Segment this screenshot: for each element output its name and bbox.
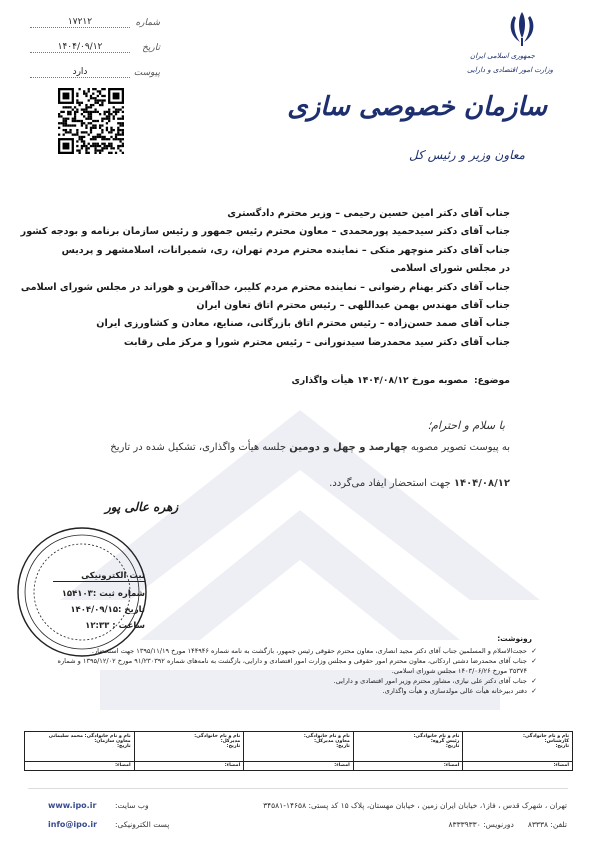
recipient-line: جناب آقای دکتر منوچهر متکی – نماینده محترم مردم تهران، ری، شمیرانات، اسلامشهر و پردیس: [61, 244, 510, 256]
copies-title: رونوشت:: [497, 634, 532, 643]
recipients-list: [20, 205, 510, 352]
sig-cell-name: نام و نام خانوادگی:: [194, 734, 241, 739]
sig-cell-role: معاون سازمان:: [94, 739, 131, 744]
recipient-line: در مجلس شورای اسلامی: [390, 263, 510, 275]
sig-cell-signature: امضاء:: [135, 761, 244, 768]
recipient-line: جناب آقای دکتر بهنام رضوانی – نماینده محترم مردم کلیبر، خداآفرین و هوراند در مجلس شورای اسلامی: [20, 281, 510, 293]
recipient-line: جناب آقای دکتر سیدحمید پورمحمدی – معاون محترم رئیس جمهور و رئیس سازمان برنامه و بودجه کشور: [20, 226, 510, 238]
stamp-reg-time: ساعت : ۱۲:۳۳: [85, 621, 145, 631]
signature-name: زهره عالی پور: [105, 500, 179, 514]
sig-cell-name: نام و نام خانوادگی: محمد سلیمانی: [48, 734, 131, 739]
footer-website-label: وب سایت:: [115, 801, 149, 810]
body-text: جلسه هیأت واگذاری، تشکیل شده در تاریخ: [110, 442, 290, 453]
stamp-title: ثبت الکترونیکی: [53, 571, 145, 582]
recipient-line: جناب آقای دکتر سید محمدرضا سیدنورانی – رئیس محترم شورا و مرکز ملی رقابت: [123, 336, 510, 348]
body-date: ۱۴۰۴/۰۸/۱۲: [453, 478, 510, 489]
stamp-reg-number: شماره ثبت :۱۵۴۱۰۳: [61, 589, 145, 599]
letter-date-row: [30, 39, 160, 53]
copy-item: ✓ حجت‌الاسلام و المسلمین جناب آقای دکتر مجید انصاری، معاون محترم حقوقی رئیس جمهور، بازگشت به نامه شماره ۱۴۴۹۴۶ مورخ ۱۳۹۵/۱۱/۱۹ جهت استحضار.: [47, 646, 537, 656]
body-bold-text: چهارصد و چهل و دومین: [289, 442, 408, 453]
sig-cell-signature: امضاء:: [25, 761, 134, 768]
letter-attachment-row: [30, 64, 160, 78]
footer-address: تهران ، شهرک قدس ، فاز۱، خیابان ایران زمین ، خیابان مهستان، پلاک ۱۵ کد پستی: ۱۴۶۵۸-۳۴۵۸۱: [263, 801, 567, 810]
subject-line: [292, 375, 510, 386]
body-line-2: [329, 478, 510, 489]
sig-cell-date: تاریخ:: [555, 744, 569, 749]
sig-cell-date: تاریخ:: [336, 744, 350, 749]
electronic-registration-stamp: [15, 525, 150, 660]
approval-signature-table: [24, 731, 573, 771]
sig-cell: [25, 732, 134, 770]
sig-cell-signature: امضاء:: [354, 761, 463, 768]
letter-date-value: ۱۴۰۴/۰۹/۱۲: [30, 42, 130, 53]
body-text: جهت استحضار ایفاد می‌گردد.: [329, 478, 454, 489]
sig-cell-role: کارشناس:: [544, 739, 569, 744]
republic-text: جمهوری اسلامی ایران: [470, 52, 535, 60]
subject-text: مصوبه مورخ ۱۴۰۴/۰۸/۱۲ هیأت واگذاری: [291, 375, 468, 386]
qr-code-icon: [58, 88, 124, 154]
ministry-text: وزارت امور اقتصادی و دارایی: [466, 66, 553, 74]
body-text: به پیوست تصویر مصوبه: [407, 442, 510, 453]
footer-fax: دورنویس: ۸۳۳۳۹۳۳۰: [448, 820, 514, 829]
stamp-reg-date: تاریخ :۱۴۰۴/۰۹/۱۵: [70, 605, 145, 615]
subject-label: موضوع:: [473, 375, 510, 386]
sig-cell-role: معاون مدیرکل:: [314, 739, 350, 744]
sig-cell: [353, 732, 463, 770]
iran-emblem-icon: [504, 8, 540, 48]
sig-cell-date: تاریخ:: [445, 744, 460, 749]
copy-item: ✓ جناب آقای محمدرضا دشتی اردکانی، معاون محترم امور حقوقی و مجلس وزارت امور اقتصادی و دارایی، بازگشت به نامه‌های شماره ۹۱/۲۳۰۳۹۲ مورخ ۱۳۹۵/۱۲/۰۲ و شماره ۳۵۳۷۴ مورخ ۱۴۰۳/۰۶/۲۶ مجلس شورای اسلامی.: [47, 656, 537, 676]
letter-number-row: [30, 14, 160, 28]
sig-cell-signature: امضاء:: [463, 761, 572, 768]
recipient-line: جناب آقای دکتر امین حسین رحیمی – وزیر محترم دادگستری: [227, 208, 510, 219]
sig-cell-signature: امضاء:: [244, 761, 353, 768]
footer-website-link[interactable]: www.ipo.ir: [48, 801, 97, 810]
sig-cell-date: تاریخ:: [117, 744, 131, 749]
sig-cell: [134, 732, 244, 770]
letter-attachment-label: پیوست: [133, 68, 160, 78]
sig-cell-name: نام و نام خانوادگی:: [303, 734, 350, 739]
letter-attachment-value: دارد: [30, 67, 130, 78]
copy-item: ✓ دفتر دبیرخانه هیأت عالی مولدسازی و هیأت واگذاری.: [47, 686, 537, 696]
recipient-line: جناب آقای صمد حسن‌زاده – رئیس محترم اتاق بازرگانی، صنایع، معادن و کشاورزی ایران: [96, 318, 510, 330]
footer-phone-row: [435, 820, 567, 829]
greeting: با سلام و احترام؛: [427, 419, 505, 432]
sig-cell-name: نام و نام خانوادگی:: [523, 734, 569, 739]
letter-number-label: شماره: [135, 18, 160, 28]
sig-cell: [462, 732, 572, 770]
sig-cell-role: رئیس گروه:: [430, 739, 460, 744]
deputy-title: معاون وزیر و رئیس کل: [409, 148, 525, 162]
letter-number-value: ۱۷۲۱۲: [30, 17, 130, 28]
sig-cell-name: نام و نام خانوادگی:: [413, 734, 460, 739]
sig-cell: [243, 732, 353, 770]
sig-cell-date: تاریخ:: [226, 744, 241, 749]
copies-list: [47, 646, 537, 696]
footer-email-label: پست الکترونیکی:: [115, 820, 170, 829]
letter-date-label: تاریخ: [142, 43, 160, 53]
footer-phone: تلفن: ۸۳۳۳۸: [527, 820, 567, 829]
organization-title: سازمان خصوصی سازی: [287, 92, 547, 122]
footer-email-link[interactable]: info@ipo.ir: [48, 820, 98, 829]
copy-item: ✓ جناب آقای دکتر علی نیازی، مشاور محترم وزیر امور اقتصادی و دارایی.: [47, 676, 537, 686]
footer-divider: [28, 788, 568, 789]
body-line-1: [80, 442, 510, 453]
recipient-line: جناب آقای مهندس بهمن عبداللهی – رئیس محترم اتاق تعاون ایران: [196, 300, 510, 312]
sig-cell-role: مدیرکل:: [220, 739, 241, 744]
